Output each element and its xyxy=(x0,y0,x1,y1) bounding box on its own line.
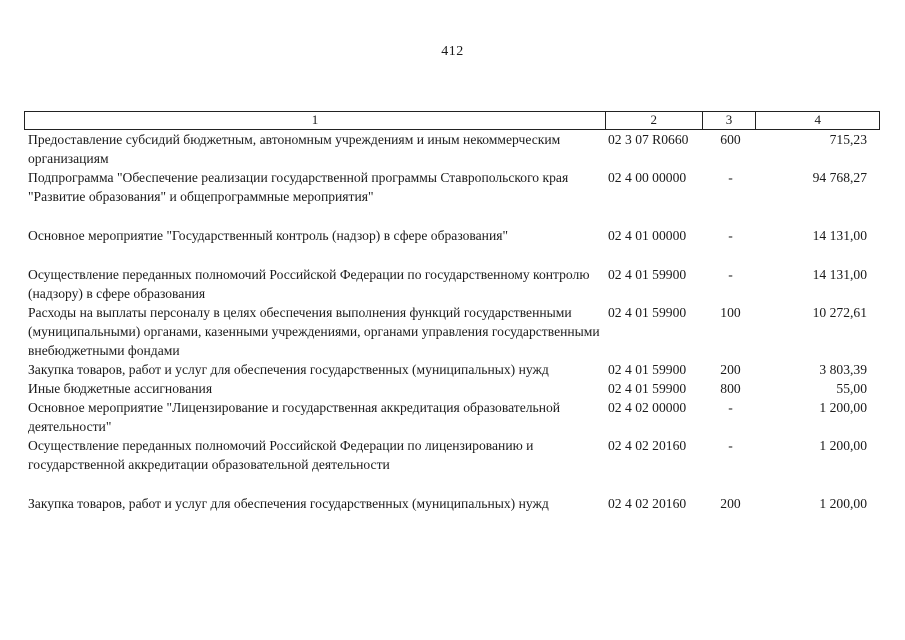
row-type: - xyxy=(728,170,733,185)
row-type: - xyxy=(728,400,733,415)
row-code: 02 4 00 00000 xyxy=(608,170,687,185)
row-amount: 10 272,61 xyxy=(812,305,867,320)
table-row xyxy=(24,265,880,303)
table-row xyxy=(24,226,880,245)
row-name: Предоставление субсидий бюджетным, автономным учреждениям и иным некоммерческим организациям xyxy=(28,132,561,166)
row-amount: 94 768,27 xyxy=(812,170,867,185)
row-code: 02 4 02 00000 xyxy=(608,400,687,415)
row-amount: 14 131,00 xyxy=(812,267,867,282)
row-code: 02 4 01 59900 xyxy=(608,381,687,396)
row-spacer xyxy=(24,206,880,226)
row-amount: 3 803,39 xyxy=(819,362,867,377)
table-row xyxy=(24,398,880,436)
row-type: - xyxy=(728,267,733,282)
row-name: Закупка товаров, работ и услуг для обеспечения государственных (муниципальных) нужд xyxy=(28,496,549,511)
row-amount: 55,00 xyxy=(836,381,867,396)
row-type: 100 xyxy=(720,305,741,320)
row-amount: 14 131,00 xyxy=(812,228,867,243)
row-name: Расходы на выплаты персоналу в целях обеспечения выполнения функций государственными (муниципальными) органами, казенными учреждениями, органами управления государственными внебюджетными фондами xyxy=(28,305,600,358)
row-amount: 1 200,00 xyxy=(819,496,867,511)
table-row xyxy=(24,303,880,360)
budget-table xyxy=(24,111,880,513)
row-name: Осуществление переданных полномочий Российской Федерации по государственному контролю (надзору) в сфере образования xyxy=(28,267,590,301)
table-row xyxy=(24,360,880,379)
table-row xyxy=(24,494,880,513)
row-code: 02 3 07 R0660 xyxy=(608,132,689,147)
row-type: 800 xyxy=(720,381,741,396)
header-col-3: 3 xyxy=(703,112,757,129)
row-amount: 1 200,00 xyxy=(819,400,867,415)
page-number: 412 xyxy=(441,44,464,59)
table-row xyxy=(24,130,880,168)
row-spacer xyxy=(24,474,880,494)
row-type: - xyxy=(728,228,733,243)
row-spacer xyxy=(24,245,880,265)
row-type: 600 xyxy=(720,132,741,147)
row-name: Подпрограмма "Обеспечение реализации государственной программы Ставропольского края "Развитие образования" и общепрограммные мероприятия" xyxy=(28,170,569,204)
table-row xyxy=(24,436,880,474)
row-amount: 1 200,00 xyxy=(819,438,867,453)
row-code: 02 4 01 59900 xyxy=(608,267,687,282)
row-name: Основное мероприятие "Государственный контроль (надзор) в сфере образования" xyxy=(28,228,509,243)
row-code: 02 4 02 20160 xyxy=(608,438,687,453)
row-name: Закупка товаров, работ и услуг для обеспечения государственных (муниципальных) нужд xyxy=(28,362,549,377)
row-type: - xyxy=(728,438,733,453)
header-col-4: 4 xyxy=(756,112,880,129)
row-name: Основное мероприятие "Лицензирование и государственная аккредитация образовательной деятельности" xyxy=(28,400,561,434)
table-row xyxy=(24,168,880,206)
row-code: 02 4 01 00000 xyxy=(608,228,687,243)
row-name: Иные бюджетные ассигнования xyxy=(28,381,213,396)
row-code: 02 4 01 59900 xyxy=(608,362,687,377)
header-col-2: 2 xyxy=(606,112,703,129)
table-row xyxy=(24,379,880,398)
table-header xyxy=(24,111,880,130)
header-col-1: 1 xyxy=(25,112,606,129)
row-code: 02 4 02 20160 xyxy=(608,496,687,511)
row-name: Осуществление переданных полномочий Российской Федерации по лицензированию и государственной аккредитации образовательной деятельности xyxy=(28,438,534,472)
row-amount: 715,23 xyxy=(829,132,867,147)
row-code: 02 4 01 59900 xyxy=(608,305,687,320)
row-type: 200 xyxy=(720,496,741,511)
row-type: 200 xyxy=(720,362,741,377)
